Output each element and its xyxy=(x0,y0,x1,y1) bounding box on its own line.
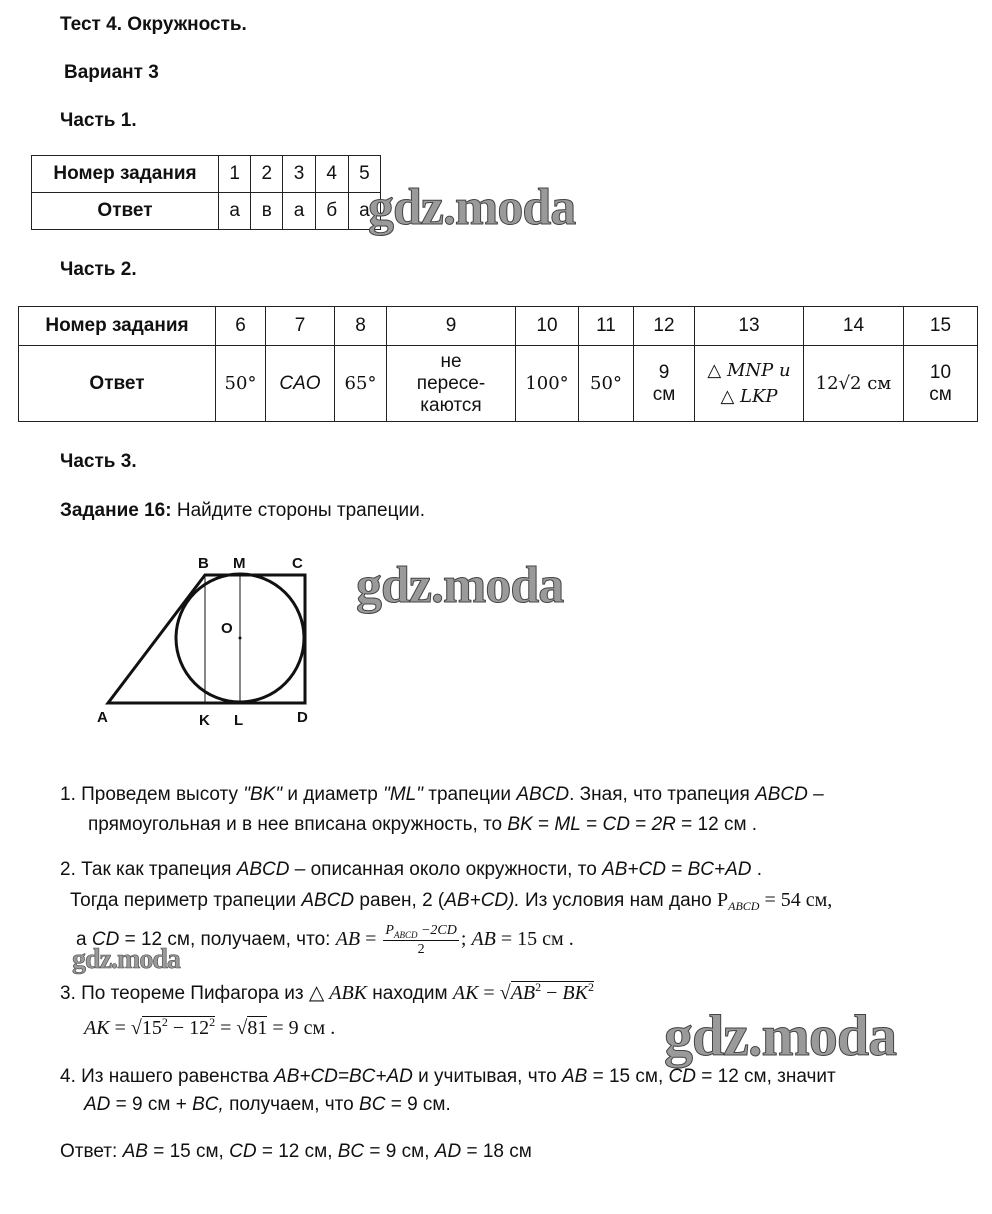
sqrt-radicand xyxy=(511,981,594,1004)
answer-cell: а xyxy=(283,193,315,230)
math-segment: AB xyxy=(122,1141,148,1162)
text-segment: Ответ: xyxy=(60,1141,123,1162)
task-number: 8 xyxy=(335,307,387,346)
label-k: K xyxy=(199,712,210,729)
math-segment: CD xyxy=(229,1141,257,1162)
text-segment: = 12 см, значит xyxy=(695,1066,836,1087)
math-segment: AB+CD=BC+AD xyxy=(274,1066,413,1087)
math-segment: AB xyxy=(561,1066,588,1087)
task-number: 4 xyxy=(315,156,348,193)
math-segment: AB xyxy=(335,928,361,951)
math-segment: ABCD xyxy=(393,930,418,940)
step3-line2 xyxy=(84,1015,335,1040)
fraction xyxy=(383,922,458,958)
step1-line2 xyxy=(88,814,757,836)
math-segment: = 9 см . xyxy=(267,1017,336,1039)
answer-label-cell: Ответ xyxy=(19,346,216,422)
math-segment: 15 xyxy=(141,1017,162,1039)
answer-cell: не пересе- каются xyxy=(387,346,516,422)
text-segment: = xyxy=(580,814,603,835)
math-segment: △ xyxy=(308,982,330,1004)
math-segment: ABCD xyxy=(755,784,808,805)
math-segment: "ML" xyxy=(383,784,423,805)
math-segment: 2R xyxy=(651,814,676,835)
text-segment: = 9 см + xyxy=(110,1094,193,1115)
math-segment: = xyxy=(360,928,382,951)
math-segment: 2 xyxy=(209,1015,216,1029)
math-segment: CD xyxy=(91,929,120,951)
text-segment: получаем, что xyxy=(223,1094,360,1115)
task-number: 3 xyxy=(283,156,315,193)
task-number: 14 xyxy=(804,307,904,346)
text-segment: трапеции xyxy=(422,784,517,805)
task-number: 1 xyxy=(219,156,251,193)
step1-line1 xyxy=(60,784,824,806)
center-point xyxy=(239,637,242,640)
text-segment: и диаметр xyxy=(282,784,384,805)
math-segment: 81 xyxy=(247,1017,268,1039)
label-a: A xyxy=(97,709,108,726)
math-segment: AD xyxy=(434,1141,462,1162)
task-number: 7 xyxy=(266,307,335,346)
math-segment: AK xyxy=(452,982,479,1004)
math-segment: ABCD xyxy=(301,890,355,911)
text-segment: = 12 см, xyxy=(256,1141,338,1162)
answer-cell: в xyxy=(251,193,283,230)
math-segment: CD xyxy=(602,814,630,835)
task-number: 2 xyxy=(251,156,283,193)
part1-table xyxy=(31,155,381,230)
math-segment: = √ xyxy=(215,1017,248,1039)
task-number: 15 xyxy=(904,307,978,346)
math-segment: CD xyxy=(668,1066,696,1087)
sqrt-radicand xyxy=(247,1016,267,1039)
math-segment: BC+AD xyxy=(687,859,752,880)
answer-label-cell: Ответ xyxy=(32,193,219,230)
text-segment: равен, 2 ( xyxy=(354,890,445,911)
task-number: 11 xyxy=(579,307,634,346)
step2-line1 xyxy=(60,859,762,881)
math-segment: AK xyxy=(84,1017,110,1039)
math-segment: BC xyxy=(359,1094,386,1115)
text-segment: = 9 см. xyxy=(385,1094,451,1115)
step3-line1 xyxy=(60,980,594,1005)
answer-cell: 50° xyxy=(216,346,266,422)
math-segment: AB+CD xyxy=(602,859,666,880)
task16-text: Найдите стороны трапеции. xyxy=(171,500,425,521)
math-segment: 2 xyxy=(161,1015,168,1029)
step2-line2 xyxy=(70,889,832,914)
label-o: O xyxy=(221,620,233,637)
label-c: C xyxy=(292,555,303,572)
math-segment: ABCD xyxy=(236,859,290,880)
math-segment: AB+CD). xyxy=(444,890,520,911)
label-d: D xyxy=(297,709,308,726)
task-number: 5 xyxy=(348,156,380,193)
math-segment: −2CD xyxy=(417,923,457,938)
variant-label: Вариант 3 xyxy=(64,62,159,83)
watermark: gdz.moda xyxy=(664,1003,897,1068)
answer-cell: 12√2 см xyxy=(804,346,904,422)
text-segment: = 9 см, xyxy=(364,1141,435,1162)
math-segment: AB xyxy=(510,982,536,1004)
text-segment: Из условия нам дано xyxy=(519,890,717,911)
text-segment: = 15 см, xyxy=(587,1066,669,1087)
math-segment: BK xyxy=(507,814,533,835)
task-number: 6 xyxy=(216,307,266,346)
text-segment: 1. Проведем высоту xyxy=(60,784,244,805)
part1-label: Часть 1. xyxy=(60,110,137,131)
text-segment: = xyxy=(629,814,652,835)
text-segment: = xyxy=(665,859,688,880)
math-segment: − 12 xyxy=(167,1017,210,1039)
text-segment: а xyxy=(76,929,92,951)
answer-cell: 9 см xyxy=(634,346,695,422)
sqrt-radicand xyxy=(142,1016,215,1039)
watermark: gdz.moda xyxy=(72,944,180,975)
step4-line2 xyxy=(84,1094,451,1116)
math-segment: = √ xyxy=(109,1017,142,1039)
math-segment: BC xyxy=(337,1141,365,1162)
text-segment: . xyxy=(751,859,763,880)
answer-cell: 65° xyxy=(335,346,387,422)
answer-cell: б xyxy=(315,193,348,230)
text-segment: – xyxy=(807,784,824,805)
label-l: L xyxy=(234,712,244,729)
answer-cell: CAO xyxy=(266,346,335,422)
text-segment: 3. По теореме Пифагора из xyxy=(60,983,309,1004)
math-segment: ML xyxy=(554,814,581,835)
fraction-numerator xyxy=(383,922,458,941)
math-segment: AD xyxy=(84,1094,111,1115)
answer-cell: △ MNP и △ LKP xyxy=(695,346,804,422)
math-segment: ABCD xyxy=(516,784,570,805)
part3-label: Часть 3. xyxy=(60,451,137,472)
math-segment: = 54 см, xyxy=(759,889,833,911)
part2-table xyxy=(18,306,978,422)
math-segment: ABCD xyxy=(728,899,760,913)
text-segment: = 12 см, получаем, что: xyxy=(119,929,336,951)
header-cell: Номер задания xyxy=(32,156,219,193)
answer-cell: 100° xyxy=(516,346,579,422)
math-segment: P xyxy=(717,889,729,911)
text-segment: прямоугольная и в нее вписана окружность, то xyxy=(88,814,508,835)
math-segment: 2 xyxy=(417,942,425,957)
text-segment: 2. Так как трапеция xyxy=(60,859,237,880)
math-segment: AB xyxy=(471,928,496,951)
text-segment: Тогда периметр трапеции xyxy=(70,890,302,911)
text-segment: находим xyxy=(367,983,453,1004)
fraction-denominator xyxy=(418,941,425,958)
text-segment: . Зная, что трапеция xyxy=(569,784,756,805)
math-segment: ABK xyxy=(329,982,368,1004)
math-segment: = 15 см . xyxy=(495,928,574,951)
task-number: 12 xyxy=(634,307,695,346)
task16-label: Задание 16: xyxy=(60,500,172,521)
step4-line1 xyxy=(60,1066,836,1088)
watermark: gdz.moda xyxy=(368,179,576,236)
part2-label: Часть 2. xyxy=(60,259,137,280)
text-segment: = 15 см, xyxy=(147,1141,230,1162)
answer-cell: 10 см xyxy=(904,346,978,422)
trapezoid-figure xyxy=(0,540,360,740)
trapezoid-abcd xyxy=(108,575,305,703)
final-answer xyxy=(60,1141,532,1163)
text-segment: = 12 см . xyxy=(675,814,758,835)
math-segment: = √ xyxy=(478,982,511,1004)
test-title: Тест 4. Окружность. xyxy=(60,14,247,35)
text-segment: 4. Из нашего равенства xyxy=(60,1066,275,1087)
math-segment: "BK" xyxy=(243,784,283,805)
math-segment: BK xyxy=(562,982,588,1004)
text-segment: – описанная около окружности, то xyxy=(289,859,603,880)
math-segment: ; xyxy=(460,928,472,951)
task-number: 10 xyxy=(516,307,579,346)
answer-cell: 50° xyxy=(579,346,634,422)
math-segment: 2 xyxy=(535,980,542,994)
math-segment: BC, xyxy=(192,1094,224,1115)
watermark: gdz.moda xyxy=(356,557,564,614)
task-number: 13 xyxy=(695,307,804,346)
header-cell: Номер задания xyxy=(19,307,216,346)
task-number: 9 xyxy=(387,307,516,346)
label-b: B xyxy=(198,555,209,572)
label-m: M xyxy=(233,555,246,572)
answer-cell: а xyxy=(348,193,380,230)
text-segment: и учитывая, что xyxy=(412,1066,562,1087)
task16-heading xyxy=(60,500,425,522)
text-segment: = xyxy=(532,814,555,835)
answer-cell: а xyxy=(219,193,251,230)
text-segment: = 18 см xyxy=(461,1141,532,1162)
math-segment: P xyxy=(385,923,394,938)
math-segment: − xyxy=(541,982,563,1004)
math-segment: 2 xyxy=(587,980,594,994)
